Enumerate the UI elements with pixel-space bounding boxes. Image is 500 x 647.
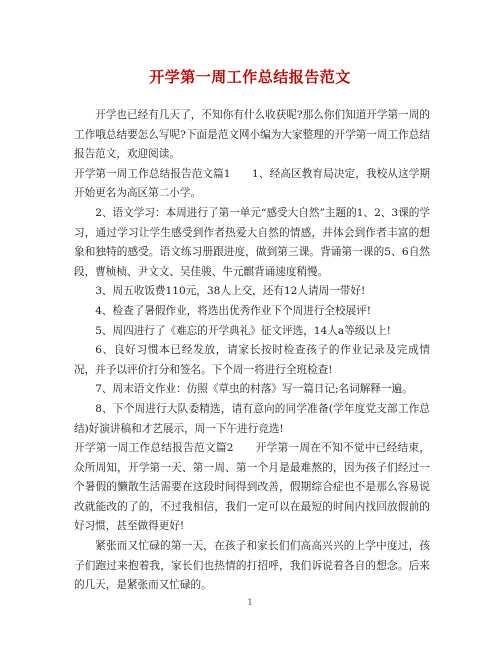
paragraph: 6、良好习惯本已经发放，请家长按时检查孩子的作业记录及完成情况，并予以评价打分和签名。下个周一将进行全班检查!: [74, 344, 430, 376]
page-number: 1: [247, 598, 253, 607]
document-body: [74, 106, 430, 596]
paragraph: 3、周五收饭费110元，38人上交，还有12人请周一带好!: [95, 285, 366, 298]
paragraph: 开学也已经有几天了，不知你有什么收获呢?那么你们知道开学第一周的工作哦总结要怎么写呢?下面是范文网小编为大家整理的开学第一周工作总结报告范文，欢迎阅读。: [74, 109, 430, 161]
paragraph: 开学第一周工作总结报告范文篇2 开学第一周在不知不觉中已经结束，众所周知，开学第一天、第一周、第一个月是最难熬的，因为孩子们经过一个暑假的懒散生活需要在这段时间得到改善，假期综合症也不是那么容易说改就能改的了的，不过我相信，我们一定可以在最短的时间内找回放假前的好习惯，甚至做得更好!: [74, 442, 430, 533]
paragraph: 2、语文学习：本周进行了第一单元“感受大自然”主题的1、2、3课的学习，通过学习让学生感受到作者热爱大自然的情感，并体会到作者丰富的想象和独特的感受。语文练习册跟进度，做到第三课。背诵第一课的5、6自然段，曹桢桢、尹文文、吴佳骏、牛元麒背诵速度稍慢。: [74, 206, 430, 278]
paragraph: 开学第一周工作总结报告范文篇1 1、经高区教育局决定，我校从这学期开始更名为高区第二小学。: [74, 167, 430, 200]
paragraph: 5、周四进行了《难忘的开学典礼》征文评选，14人a等级以上!: [95, 324, 391, 337]
paragraph: 8、下个周进行大队委精选，请有意向的同学准备(学年度党支部工作总结)好演讲稿和才艺展示，周一下午进行竞选!: [74, 402, 430, 435]
document-title: 开学第一周工作总结报告范文: [149, 68, 351, 86]
paragraph: 紧张而又忙碌的第一天，在孩子和家长们们高高兴兴的上学中度过，孩子们跑过来抱着我，家长们也热情的打招呼，我们诉说着各自的想念。后来的几天，是紧张而又忙碌的。: [74, 540, 430, 592]
paragraph: 4、检查了暑假作业，将选出优秀作业下个周进行全校展评!: [95, 304, 372, 317]
paragraph: 7、周末语文作业：仿照《草虫的村落》写一篇日记;名词解释一遍。: [95, 383, 413, 396]
